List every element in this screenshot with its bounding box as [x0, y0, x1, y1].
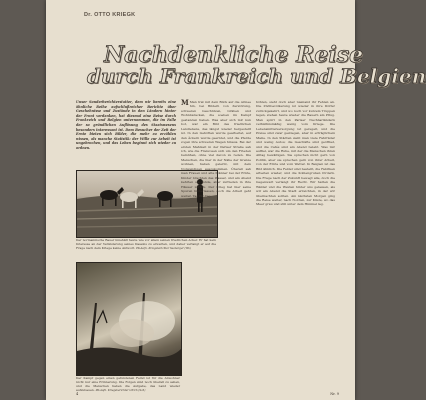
magazine-page [46, 0, 426, 400]
headline-line-2: durch Frankreich und Belgien [87, 64, 426, 88]
headline-line-1: Nachdenkliche Reise [104, 42, 364, 68]
drop-cap: M [181, 98, 189, 107]
photo2-caption-text: Der Kampf gegen einen gefundenen Feind ist für die Anwohner nicht nur eine Erinnerung. Die Folgen sind noch überall zu sehen, und die Menschen haben die Aufgabe, das Land wieder aufzubauen. [76, 376, 180, 393]
smoke-scene-illustration [77, 263, 181, 375]
photo2-credit: PK-Aufn. Kriegsberichter Ulrich (Sch) [95, 389, 146, 393]
photo1-caption-text: Der normannische Bauer innehält heute wie vor allem seinen friedlichen Acker. Er hat kein Interesse an der Veränderung seines Daseins zu erwarten, und daher verlangt er auf die Frage nach dem Kriege keine Antwort. [76, 238, 216, 251]
page-number: Nr. 9 [330, 392, 339, 396]
photo-smoke-landscape [76, 262, 182, 376]
lead-paragraph: Unser Sonderberichterstatter, dem wir bereits eine ähnliche Reihe aufschlußreicher Berichte über Geschehnisse und Zustände in den Ländern hinter der Front verdanken, hat diesmal eine Reise durch Frankreich und Belgien unternommen, die im Falle der so gründlichen Auflösung des Staatswesens besonders interessant ist. Dem Besucher der Zeit der Ernte bieten sich Bilder, die mehr zu erzählen wissen, als manche Statistik: der Wille zur Arbeit ist ungebrochen, und das Leben beginnt sich wieder zu ordnen. [76, 100, 176, 150]
author-name: Dr. OTTO KRIEGK [84, 12, 136, 18]
body-column-middle-text: Man trat mit dem Blick auf die Armee hin, bei Bildern von Zerstörung, schweren Geschützen, Gräben und Wohnbaracken, die soeben im Kampf gestanden haben. Was aber sich mir nun bot, war ein Bild des friedlichen Landlebens, das längst wieder hergestellt ist. In den Gehöften wurde gearbeitet, auf den Äckern wurde geerntet, und die Pferde zogen ihre schweren Wagen hinaus. Bei der ersten Mahlzeit in der Pariser Straße sah ich, wie die Franzosen sich um den Frieden bemühen, ohne viel davon zu reden. Die Menschen, die hier in der Nähe der Grenze wohnen, haben gelernt, mit dem Notwendigen auszukommen. Überall sah man Frauen und alte Männer bei der Ernte, Kinder brachten das Wasser, und am Abend kehrten sie müde, aber zufrieden in ihre Häuser zurück. Der Krieg hat hier seine Spuren hinterlassen, doch die Arbeit geht weiter, Tag für Tag. [181, 100, 251, 198]
folio-mark: 4 [76, 392, 79, 396]
body-column-right: höhlen, sieht doch aber niemand ihr Fehlen an. Die Zivilbevölkerung ist wieder in ihre Dörfer zurückgekehrt, und wo noch vor kurzem Truppen lagen, stehen heute wieder die Bauern am Pflug. Man spürt in den Pariser Nachbarländern verhältnismäßig wenig vom Kriege. Die Lebensmittelversorgung ist geregelt, und die Preise sind zwar gestiegen, aber in erträglichem Maße. In den Städten sieht man viele Fahrräder und wenig Autos; die Geschäfte sind geöffnet, und die Cafés sind am Abend belebt. Was mir auffiel, war die Ruhe, mit der die Menschen ihren Alltag bewältigen. Sie sprechen nicht gern von Politik, aber sie sprechen gern von ihrer Arbeit, von der Ernte und vom Wetter. In Belgien ist das Bild ähnlich. Die Felder sind bestellt, die Fabriken arbeiten wieder, und die Kohlengruben fördern. Die Frage nach der Zukunft bewegt alle, doch die Gegenwart verlangt ihr Recht. Wir hatten die Wälder und die Weiden hinter uns gelassen, als wir am Abend die Stadt erreichten, in der wir übernachten sollten. Am nächsten Morgen ging die Reise weiter, nach Norden, zur Küste, wo das Meer grau und still unter dem Himmel lag. [256, 100, 335, 207]
body-column-middle [181, 100, 251, 370]
photo1-credit: PK-Aufn. Kriegsberichter Seeberger (Wb) [136, 247, 191, 251]
photo2-caption [76, 376, 180, 392]
